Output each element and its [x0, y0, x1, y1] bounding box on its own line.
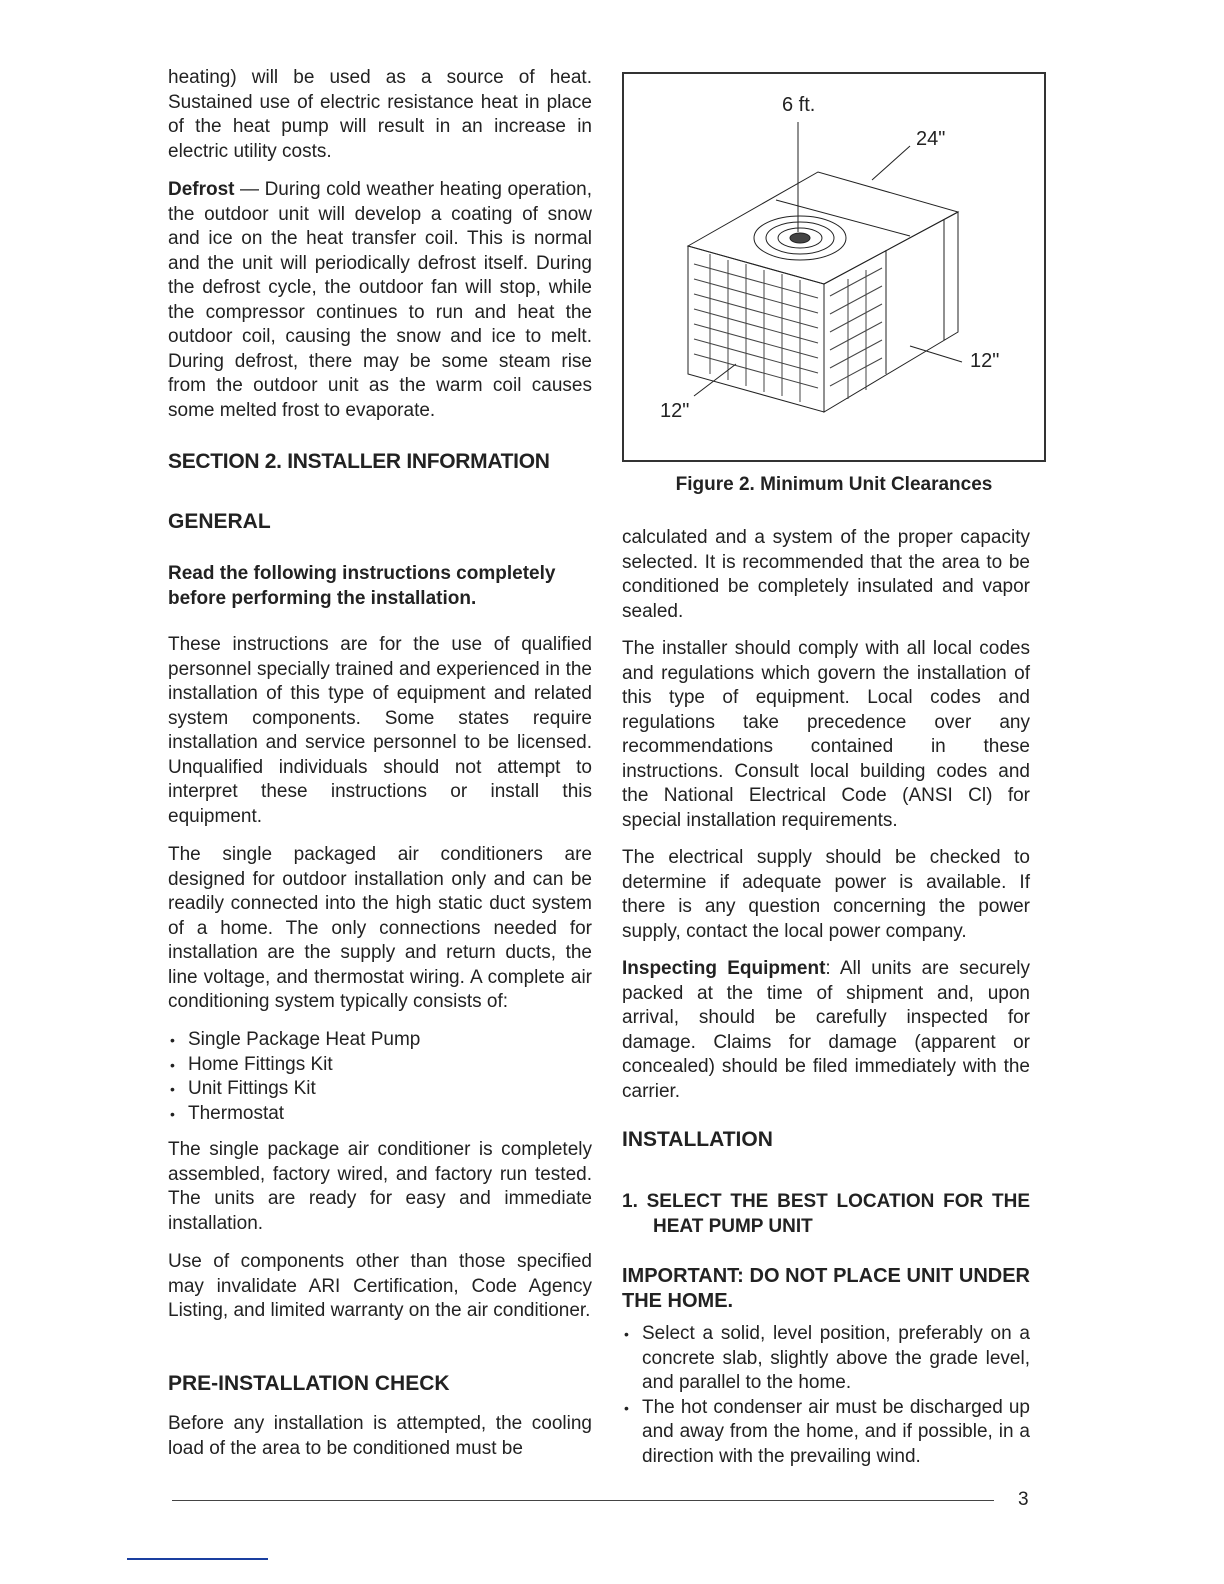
list-item: • Thermostat [168, 1102, 592, 1127]
paragraph-heating: heating) will be used as a source of heat. Sustained use of electric resistance heat in place of the heat pump will result in an increase in electric utility costs. [168, 67, 592, 162]
clearance-label-right: 12" [970, 350, 1000, 372]
general-heading: GENERAL [168, 510, 271, 533]
list-item: • Single Package Heat Pump [168, 1028, 592, 1053]
paragraph-defrost [168, 178, 592, 423]
paragraph-installer: The installer should comply with all local codes and regulations which govern the installation of this type of equipment. Local codes and regulations take precedence over any recommendations contained in these instructions. Consult local building codes and the National Electrical Code (ANSI Cl) for special installation requirements. [622, 638, 1030, 831]
list-item: • Unit Fittings Kit [168, 1077, 592, 1102]
inspecting-body: : All units are securely packed at the time of shipment and, upon arrival, should be carefully inspected for damage. Claims for damage (apparent or concealed) should be filed immediately with the carrier. [622, 958, 1030, 1102]
installation-heading: INSTALLATION [622, 1128, 773, 1151]
clearance-label-back: 24" [916, 128, 946, 150]
paragraph-single-packaged: The single packaged air conditioners are designed for outdoor installation only and can be readily connected into the high static duct system of a home. The only connections needed for installation are the supply and return ducts, the line voltage, and thermostat wiring. A complete air conditioning system typically consists of: [168, 844, 592, 1012]
defrost-body: — During cold weather heating operation, the outdoor unit will develop a coating of snow and ice on the heat transfer coil. This is normal and the unit will periodically defrost itself. During the defrost cycle, the outdoor fan will stop, while the compressor continues to run and heat the outdoor coil, causing the snow and ice to melt. During defrost, there may be some steam rise from the outdoor unit as the warm coil causes some melted frost to evaporate. [168, 179, 592, 421]
list-item: • Home Fittings Kit [168, 1053, 592, 1078]
read-instructions-note: Read the following instructions completely before performing the installation. [168, 563, 556, 609]
clearance-label-top: 6 ft. [782, 94, 816, 116]
pre-installation-heading: PRE-INSTALLATION CHECK [168, 1372, 450, 1395]
clearance-label-front: 12" [660, 400, 690, 422]
location-bullets [622, 1322, 1030, 1469]
footer-rule [172, 1500, 994, 1501]
list-item: • The hot condenser air must be discharged up and away from the home, and if possible, in a direction with the prevailing wind. [622, 1396, 1030, 1470]
section-heading: SECTION 2. INSTALLER INFORMATION [168, 450, 550, 473]
figure-caption: Figure 2. Minimum Unit Clearances [675, 474, 993, 495]
defrost-lead: Defrost [168, 179, 235, 200]
figure-unit-clearances [622, 72, 1046, 462]
paragraph-electrical: The electrical supply should be checked to determine if adequate power is available. If there is any question concerning the power supply, contact the local power company. [622, 847, 1030, 942]
list-item: • Select a solid, level position, preferably on a concrete slab, slightly above the grade level, and parallel to the home. [622, 1322, 1030, 1396]
link-underline [127, 1558, 268, 1560]
paragraph-qualified: These instructions are for the use of qualified personnel specially trained and experienced in the installation of this type of equipment and related system components. Some states require installation and service personnel to be licensed. Unqualified individuals should not attempt to interpret these instructions or install this equipment. [168, 634, 592, 827]
components-list [168, 1028, 592, 1126]
paragraph-assembled: The single package air conditioner is completely assembled, factory wired, and factory run tested. The units are ready for easy and immediate installation. [168, 1139, 592, 1234]
inspecting-lead: Inspecting Equipment [622, 958, 826, 979]
paragraph-components-other: Use of components other than those specified may invalidate ARI Certification, Code Agency Listing, and limited warranty on the air conditioner. [168, 1251, 592, 1321]
important-note: IMPORTANT: DO NOT PLACE UNIT UNDER THE HOME. [622, 1265, 1030, 1312]
page-number: 3 [1018, 1489, 1029, 1510]
paragraph-calculated: calculated and a system of the proper capacity selected. It is recommended that the area to be conditioned be completely insulated and vapor sealed. [622, 527, 1030, 622]
paragraph-before: Before any installation is attempted, the cooling load of the area to be conditioned must be [168, 1413, 592, 1459]
step-1-heading: 1. SELECT THE BEST LOCATION FOR THE HEAT PUMP UNIT [622, 1191, 1030, 1237]
paragraph-inspecting [622, 957, 1030, 1104]
